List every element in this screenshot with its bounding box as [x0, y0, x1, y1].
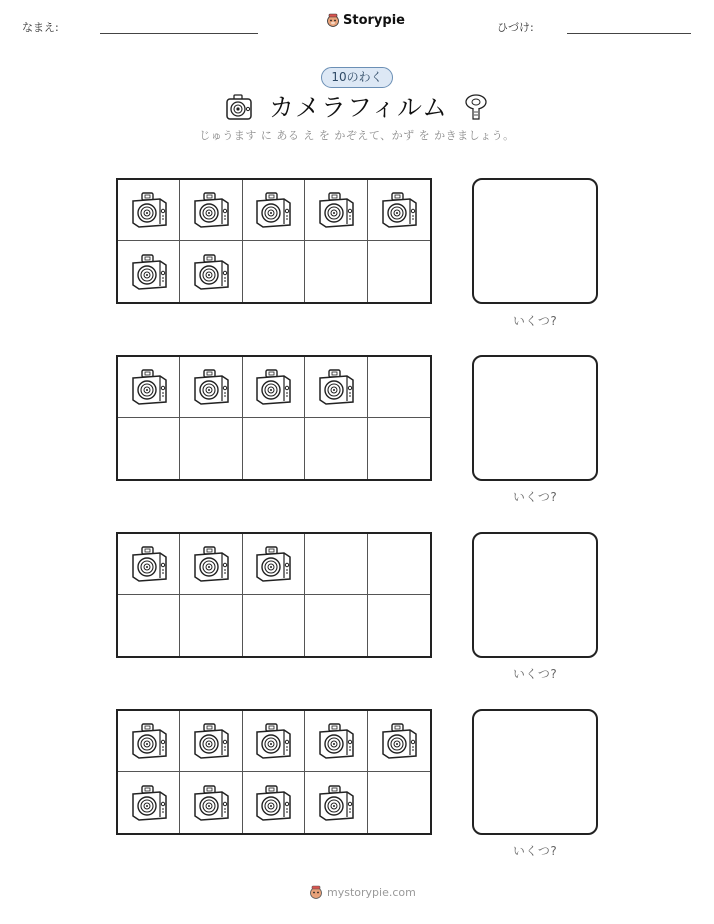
frame-cell — [243, 711, 305, 772]
brand-logo — [326, 12, 405, 28]
camera-icon — [190, 782, 232, 824]
camera-icon — [190, 366, 232, 408]
name-label: なまえ: — [22, 21, 59, 34]
answer-prompt-1: いくつ? — [512, 314, 558, 328]
camera-icon — [190, 543, 232, 585]
camera-icon — [315, 189, 357, 231]
instructions: じゅうます に ある え を かぞえて、かず を かきましょう。 — [199, 129, 515, 142]
frame-cell — [368, 241, 430, 302]
frame-cell — [118, 534, 180, 595]
frame-cell — [180, 772, 242, 833]
frame-cell — [243, 595, 305, 656]
camera-icon — [224, 92, 254, 122]
camera-icon — [190, 251, 232, 293]
date-label: ひづけ: — [497, 21, 534, 34]
page-title: カメラフィルム — [269, 93, 449, 122]
frame-cell — [243, 357, 305, 418]
frame-cell — [118, 180, 180, 241]
answer-prompt-4: いくつ? — [512, 844, 558, 858]
answer-box-1[interactable] — [472, 178, 598, 304]
frame-cell — [180, 534, 242, 595]
name-line — [100, 33, 258, 34]
footer-site: mystorypie.com — [327, 885, 416, 899]
answer-prompt-3: いくつ? — [512, 667, 558, 681]
frame-cell — [305, 595, 367, 656]
ten-frame-1 — [116, 178, 432, 304]
frame-cell — [243, 534, 305, 595]
frame-cell — [180, 180, 242, 241]
camera-icon — [252, 720, 294, 762]
frame-cell — [305, 711, 367, 772]
frame-cell — [180, 357, 242, 418]
answer-box-3[interactable] — [472, 532, 598, 658]
frame-cell — [118, 595, 180, 656]
frame-cell — [368, 534, 430, 595]
camera-icon — [128, 251, 170, 293]
frame-cell — [368, 772, 430, 833]
camera-icon — [252, 366, 294, 408]
storypie-mascot-icon — [326, 12, 340, 28]
frame-cell — [368, 595, 430, 656]
camera-icon — [128, 782, 170, 824]
camera-icon — [128, 366, 170, 408]
camera-icon — [128, 543, 170, 585]
answer-box-2[interactable] — [472, 355, 598, 481]
frame-cell — [118, 711, 180, 772]
frame-cell — [305, 534, 367, 595]
ten-frame-tag: 10のわく — [321, 67, 393, 88]
frame-cell — [118, 772, 180, 833]
frame-cell — [305, 357, 367, 418]
ten-frame-3 — [116, 532, 432, 658]
frame-cell — [243, 180, 305, 241]
footer — [309, 884, 416, 900]
ten-frame-2 — [116, 355, 432, 481]
frame-cell — [368, 180, 430, 241]
frame-cell — [305, 180, 367, 241]
frame-cell — [368, 711, 430, 772]
date-line — [567, 33, 691, 34]
frame-cell — [243, 418, 305, 479]
frame-cell — [305, 772, 367, 833]
frame-cell — [180, 241, 242, 302]
frame-cell — [118, 418, 180, 479]
camera-icon — [378, 720, 420, 762]
storypie-mascot-icon — [309, 884, 323, 900]
frame-cell — [243, 772, 305, 833]
frame-cell — [180, 595, 242, 656]
camera-icon — [252, 189, 294, 231]
camera-icon — [315, 720, 357, 762]
answer-prompt-2: いくつ? — [512, 490, 558, 504]
camera-icon — [252, 782, 294, 824]
frame-cell — [118, 357, 180, 418]
camera-icon — [190, 720, 232, 762]
camera-icon — [128, 720, 170, 762]
camera-icon — [378, 189, 420, 231]
frame-cell — [368, 418, 430, 479]
frame-cell — [118, 241, 180, 302]
frame-cell — [305, 418, 367, 479]
answer-box-4[interactable] — [472, 709, 598, 835]
camera-icon — [128, 189, 170, 231]
camera-icon — [315, 366, 357, 408]
camera-icon — [315, 782, 357, 824]
frame-cell — [180, 418, 242, 479]
ten-frame-4 — [116, 709, 432, 835]
frame-cell — [180, 711, 242, 772]
film-roll-icon — [463, 92, 491, 122]
frame-cell — [305, 241, 367, 302]
frame-cell — [368, 357, 430, 418]
brand-name: Storypie — [343, 12, 405, 28]
camera-icon — [252, 543, 294, 585]
camera-icon — [190, 189, 232, 231]
frame-cell — [243, 241, 305, 302]
